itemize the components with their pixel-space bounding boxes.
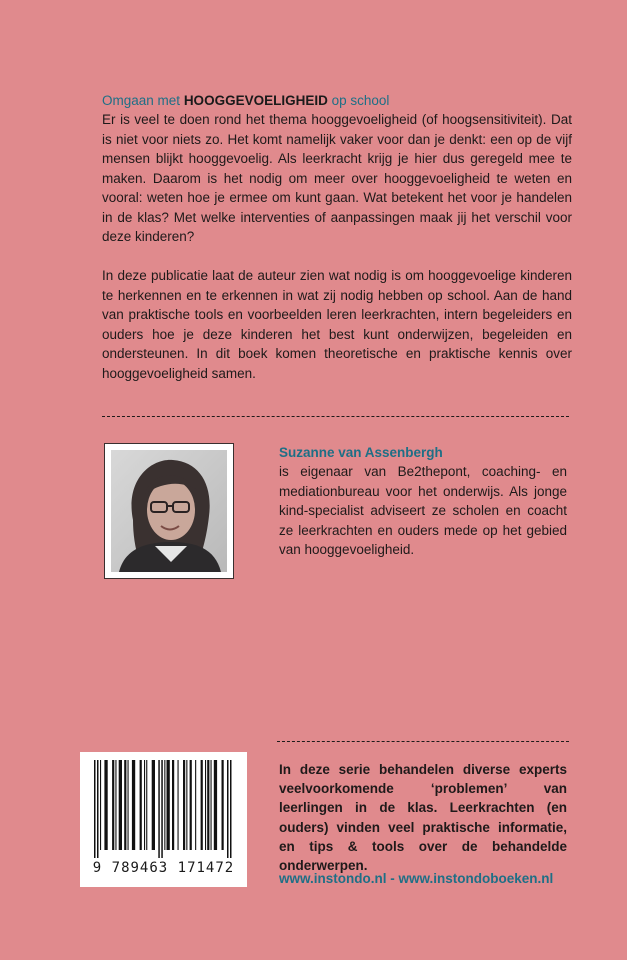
barcode-bar [94, 760, 96, 858]
barcode-bar [164, 760, 165, 850]
barcode [80, 752, 247, 887]
barcode-bar [178, 760, 179, 850]
publisher-urls: www.instondo.nl - www.instondoboeken.nl [279, 871, 554, 886]
barcode-bar [112, 760, 114, 850]
barcode-bar [205, 760, 206, 850]
barcode-bar [211, 760, 212, 850]
barcode-bar [128, 760, 129, 850]
barcode-bar [119, 760, 122, 850]
barcode-bar [190, 760, 192, 850]
author-bio: is eigenaar van Be2thepont, coaching- en mediationbureau voor het onderwijs. Als jonge kind-specialist adviseert ze scholen en coacht ze leerkrachten en ouders mede op het gebied van hooggevoeligheid. [279, 464, 567, 557]
publication-paragraph: In deze publicatie laat de auteur zien wat nodig is om hooggevoelige kinderen te herkennen en te erkennen in wat zij nodig hebben op school. Aan de hand van praktische tools en voorbeelden leren leerkrachten, intern begeleiders en ouders hoe je deze kinderen het best kunt onderwijzen, begeleiden en ondersteunen. In dit boek komen theoretische en praktische kennis over hooggevoeligheid samen. [102, 268, 572, 381]
barcode-bar [227, 760, 229, 858]
book-title [102, 92, 572, 110]
barcode-bar [158, 760, 160, 858]
barcode-bar [222, 760, 224, 850]
barcode-bar [167, 760, 170, 850]
barcode-bar [186, 760, 187, 850]
barcode-bar [104, 760, 107, 850]
barcode-bar [161, 760, 163, 858]
barcode-bars [94, 760, 233, 858]
divider-top [102, 416, 569, 417]
barcode-bar [230, 760, 232, 858]
divider-bottom [277, 741, 569, 742]
barcode-bar [207, 760, 209, 850]
isbn-number: 9 789463 171472 [92, 860, 235, 876]
barcode-bar [124, 760, 126, 850]
barcode-bar [115, 760, 116, 850]
author-portrait-image [111, 450, 227, 572]
series-description: In deze serie behandelen diverse experts veelvoorkomende ‘problemen’ van leerlingen in de klas. Leerkrachten (en ouders) vinden veel praktische informatie, en tips & tools over de behandelde onderwerpen. [279, 762, 567, 874]
barcode-bar [214, 760, 217, 850]
author-photo [104, 443, 234, 579]
barcode-bar [183, 760, 185, 850]
title-emphasis: HOOGGEVOELIGHEID [183, 93, 328, 108]
barcode-bar [172, 760, 174, 850]
barcode-bar [140, 760, 142, 850]
barcode-bar [201, 760, 203, 850]
barcode-bar [132, 760, 135, 850]
barcode-bar [97, 760, 99, 858]
title-prefix: Omgaan met [102, 93, 181, 108]
barcode-bar [146, 760, 147, 850]
barcode-bar [152, 760, 155, 850]
title-suffix: op school [331, 93, 390, 108]
barcode-bar [195, 760, 196, 850]
author-name: Suzanne van Assenbergh [279, 445, 443, 460]
intro-paragraph: Er is veel te doen rond het thema hooggevoeligheid (of hoogsensitiviteit). Dat is niet voor niets zo. Het komt namelijk vaker voor dan je denkt: een op de vijf mensen blijkt hooggevoelig. Als leerkracht krijg je hier dus geregeld mee te maken. Daarom is het nodig om meer over hooggevoeligheid te weten en vooral: weten hoe je ermee om kunt gaan. Wat betekent het voor je handelen in de klas? Met welke interventies of aanpassingen maak jij het verschil voor deze kinderen? [102, 112, 572, 244]
barcode-bar [100, 760, 101, 850]
barcode-bar [144, 760, 145, 850]
